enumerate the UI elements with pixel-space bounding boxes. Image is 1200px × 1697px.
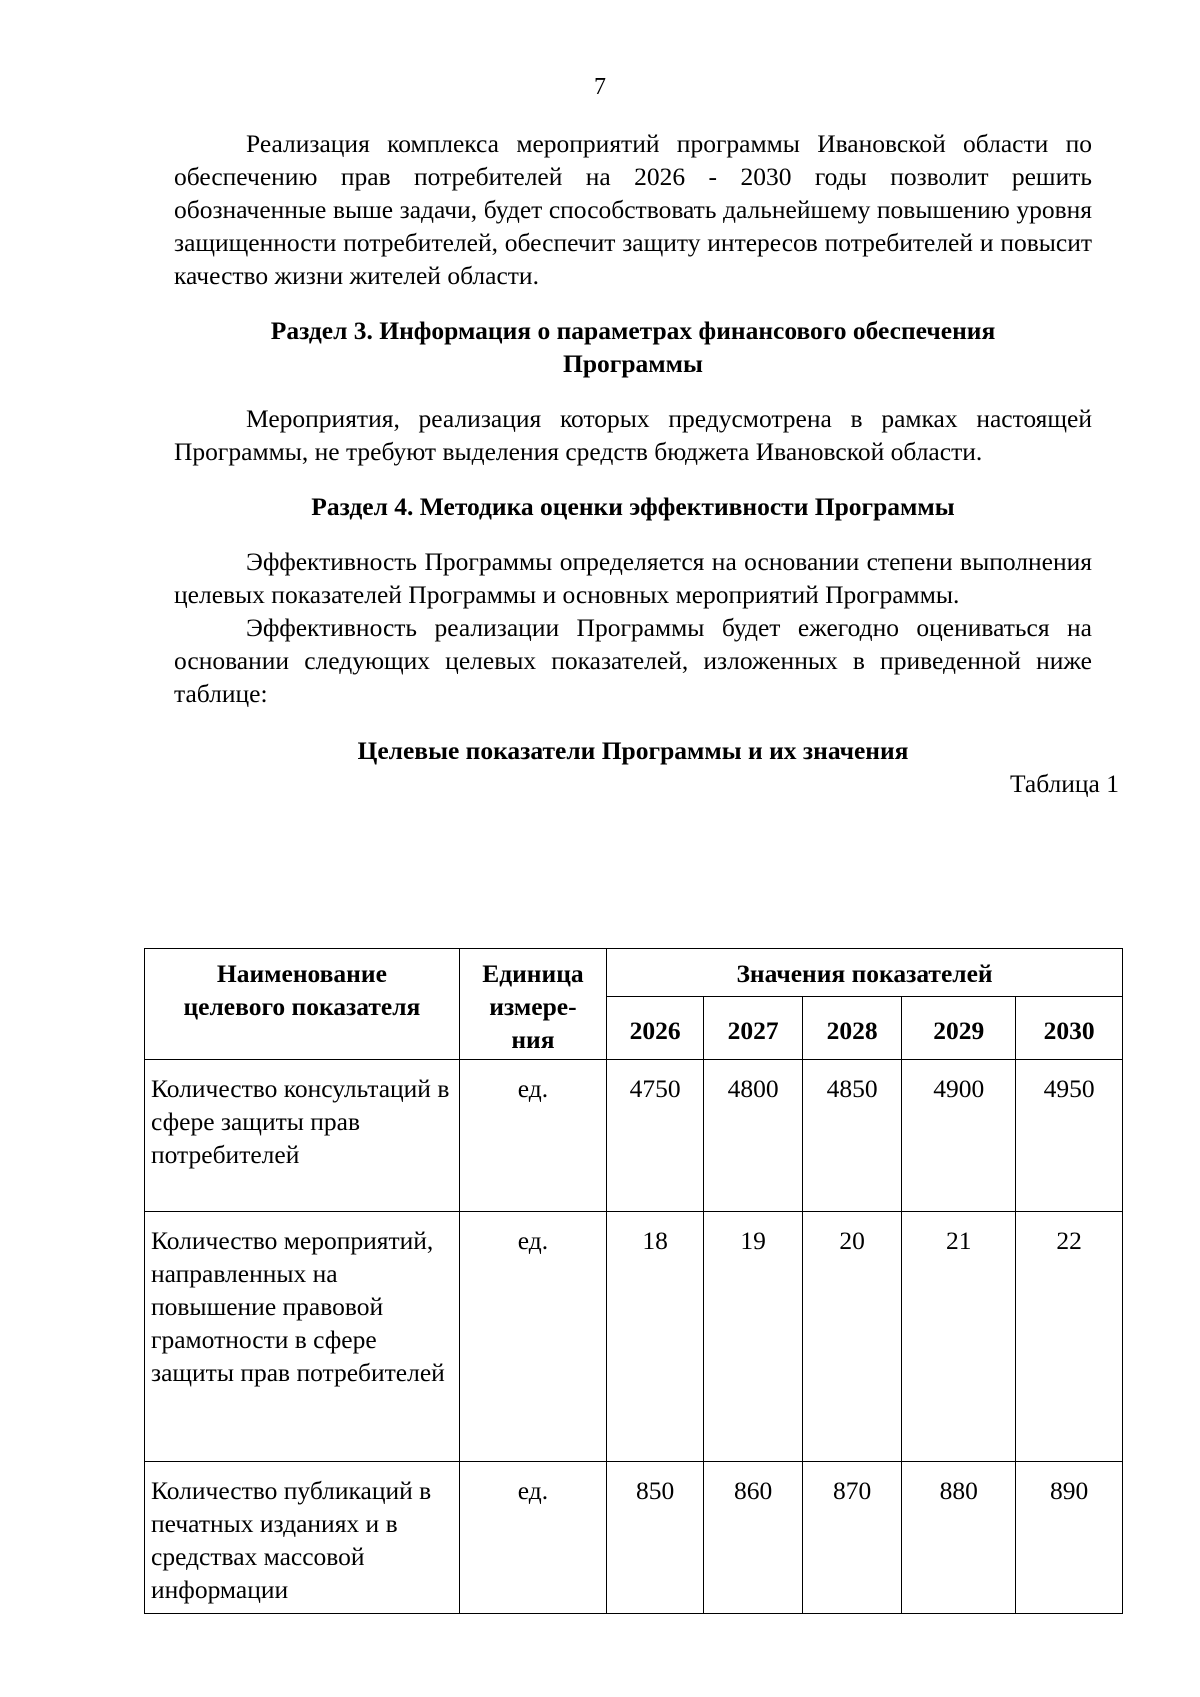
row-value: 4950: [1016, 1060, 1123, 1212]
row-value: 20: [803, 1212, 902, 1462]
table-title: Целевые показатели Программы и их значения: [357, 736, 909, 765]
row-unit: ед.: [459, 1060, 606, 1212]
table-row: [145, 1462, 1123, 1614]
row-value: 22: [1016, 1212, 1123, 1462]
header-year: 2030: [1016, 997, 1123, 1060]
header-indicator-name: Наименование целевого показателя: [145, 949, 460, 1060]
document-body: [174, 127, 1119, 800]
table-label: Таблица 1: [1009, 769, 1119, 798]
row-indicator-name: Количество консультаций в сфере защиты прав потребителей: [145, 1060, 460, 1212]
row-indicator-name: Количество публикаций в печатных изданиях и в средствах массовой информации: [145, 1462, 460, 1614]
header-year: 2028: [803, 997, 902, 1060]
row-value: 890: [1016, 1462, 1123, 1614]
section3-heading-line1: Раздел 3. Информация о параметрах финансового обеспечения: [270, 316, 996, 345]
header-year: 2029: [902, 997, 1016, 1060]
page-number: 7: [594, 74, 606, 100]
row-value: 870: [803, 1462, 902, 1614]
row-value: 4850: [803, 1060, 902, 1212]
row-unit: ед.: [459, 1212, 606, 1462]
section4-paragraph-2: Эффективность реализации Программы будет ежегодно оцениваться на основании следующих целевых показателей, изложенных в приведенной ниже таблице:: [174, 613, 1092, 708]
table-row: [145, 1060, 1123, 1212]
section3-heading: [174, 314, 1092, 380]
row-indicator-name: Количество мероприятий, направленных на повышение правовой грамотности в сфере защиты прав потребителей: [145, 1212, 460, 1462]
row-value: 21: [902, 1212, 1016, 1462]
row-value: 4800: [704, 1060, 803, 1212]
row-unit: ед.: [459, 1462, 606, 1614]
section4-paragraph-1: Эффективность Программы определяется на основании степени выполнения целевых показателей Программы и основных мероприятий Программы.: [174, 547, 1092, 609]
row-value: 4750: [607, 1060, 704, 1212]
row-value: 880: [902, 1462, 1016, 1614]
section4-heading: Раздел 4. Методика оценки эффективности Программы: [311, 492, 955, 521]
row-value: 4900: [902, 1060, 1016, 1212]
row-value: 19: [704, 1212, 803, 1462]
header-year: 2026: [607, 997, 704, 1060]
header-indicator-values: Значения показателей: [607, 949, 1123, 997]
table-header-row: [145, 949, 1123, 997]
section3-paragraph: Мероприятия, реализация которых предусмотрена в рамках настоящей Программы, не требуют выделения средств бюджета Ивановской области.: [174, 404, 1092, 466]
intro-paragraph: Реализация комплекса мероприятий программы Ивановской области по обеспечению прав потребителей на 2026 - 2030 годы позволит решить обозначенные выше задачи, будет способствовать дальнейшему повышению уровня защищенности потребителей, обеспечит защиту интересов потребителей и повысит качество жизни жителей области.: [174, 129, 1092, 290]
header-unit: Единица измере- ния: [459, 949, 606, 1060]
section3-heading-line2: Программы: [563, 349, 703, 378]
row-value: 18: [607, 1212, 704, 1462]
row-value: 850: [607, 1462, 704, 1614]
targets-table: [144, 948, 1123, 1614]
header-year: 2027: [704, 997, 803, 1060]
table-row: [145, 1212, 1123, 1462]
row-value: 860: [704, 1462, 803, 1614]
